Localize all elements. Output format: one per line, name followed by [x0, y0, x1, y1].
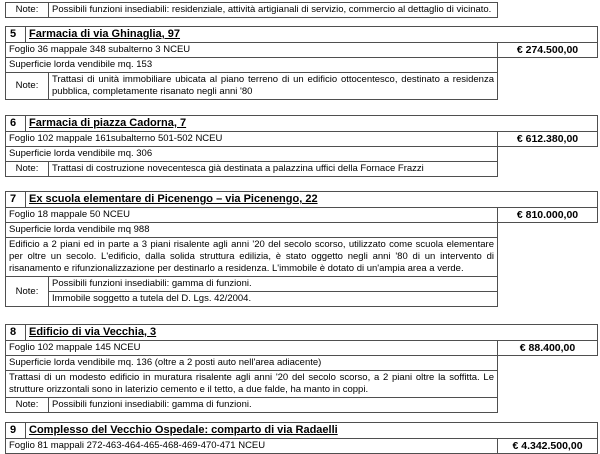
empty-cell: [498, 73, 598, 100]
property-section-6: [5, 115, 598, 177]
note-label: Note:: [6, 73, 49, 100]
section-title-text: Farmacia di via Ghinaglia, 97: [29, 28, 181, 40]
cadastral-row: [6, 43, 598, 58]
section-title-text: Edificio di via Vecchia, 3: [29, 326, 157, 338]
empty-cell: [498, 223, 598, 238]
section-number: 5: [6, 27, 26, 43]
section-header: [6, 325, 598, 341]
empty-cell: [498, 277, 598, 292]
description-row: [6, 371, 598, 398]
section-title: [26, 116, 598, 132]
surface-row: [6, 223, 598, 238]
note-text: Possibili funzioni insediabili: residenziale, attività artigianali di servizio, commercio al dettaglio di vicinato.: [49, 3, 498, 18]
section-title-text: Farmacia di piazza Cadorna, 7: [29, 117, 187, 129]
note-row: [6, 398, 598, 413]
description-row: [6, 238, 598, 277]
surface-text: Superficie lorda vendibile mq. 306: [6, 147, 498, 162]
price-value: € 612.380,00: [498, 132, 598, 147]
price-value: € 4.342.500,00: [498, 439, 598, 454]
section-title-text: Complesso del Vecchio Ospedale: comparto di via Radaelli: [29, 424, 338, 436]
note-row: [6, 277, 598, 292]
surface-row: [6, 58, 598, 73]
section-header: [6, 192, 598, 208]
section-title: [26, 27, 598, 43]
section-number: 6: [6, 116, 26, 132]
section-number: 9: [6, 423, 26, 439]
property-section-5: [5, 26, 598, 100]
price-value: € 274.500,00: [498, 43, 598, 58]
surface-row: [6, 356, 598, 371]
cadastral-text: Foglio 18 mappale 50 NCEU: [6, 208, 498, 223]
section-header: [6, 423, 598, 439]
cadastral-row: [6, 439, 598, 454]
cadastral-row: [6, 341, 598, 356]
section-title: [26, 192, 598, 208]
note-row: [6, 162, 598, 177]
empty-cell: [498, 371, 598, 398]
cadastral-text: Foglio 102 mappale 145 NCEU: [6, 341, 498, 356]
note-text: Trattasi di costruzione novecentesca già destinata a palazzina uffici della Fornace Frazzi: [49, 162, 498, 177]
note-text: Possibili funzioni insediabili: gamma di funzioni.: [49, 398, 498, 413]
note-row: [6, 3, 498, 18]
empty-cell: [498, 162, 598, 177]
empty-cell: [498, 292, 598, 307]
section-number: 7: [6, 192, 26, 208]
description-text: Trattasi di un modesto edificio in muratura risalente agli anni '20 del secolo scorso, a 2 piani oltre la soffitta. Le strutture orizzontali sono in laterizio cemento e il tetto, a due falde, ha manto in coppi.: [6, 371, 498, 398]
general-note-table: [5, 2, 498, 18]
price-value: € 88.400,00: [498, 341, 598, 356]
surface-text: Superficie lorda vendibile mq. 153: [6, 58, 498, 73]
note-label: Note:: [6, 162, 49, 177]
cadastral-text: Foglio 81 mappali 272-463-464-465-468-469-470-471 NCEU: [6, 439, 498, 454]
cadastral-row: [6, 208, 598, 223]
section-title: [26, 423, 598, 439]
surface-text: Superficie lorda vendibile mq. 136 (oltre a 2 posti auto nell'area adiacente): [6, 356, 498, 371]
surface-row: [6, 147, 598, 162]
section-title: [26, 325, 598, 341]
property-section-9: [5, 422, 598, 454]
note-row: [6, 73, 598, 100]
empty-cell: [498, 147, 598, 162]
cadastral-text: Foglio 102 mappale 161subalterno 501-502 NCEU: [6, 132, 498, 147]
empty-cell: [498, 238, 598, 277]
property-section-8: [5, 324, 598, 413]
section-title-text: Ex scuola elementare di Picenengo – via Picenengo, 22: [29, 193, 318, 205]
surface-text: Superficie lorda vendibile mq 988: [6, 223, 498, 238]
note-text: Trattasi di unità immobiliare ubicata al piano terreno di un edificio ottocentesco, destinato a residenza pubblica, completamente risanato negli anni '80: [49, 73, 498, 100]
section-number: 8: [6, 325, 26, 341]
empty-cell: [498, 398, 598, 413]
section-header: [6, 27, 598, 43]
note-label: Note:: [6, 3, 49, 18]
cadastral-row: [6, 132, 598, 147]
note-label: Note:: [6, 277, 49, 307]
empty-cell: [498, 356, 598, 371]
note-label: Note:: [6, 398, 49, 413]
property-section-7: [5, 191, 598, 307]
section-header: [6, 116, 598, 132]
empty-cell: [498, 58, 598, 73]
cadastral-text: Foglio 36 mappale 348 subalterno 3 NCEU: [6, 43, 498, 58]
note-text: Immobile soggetto a tutela del D. Lgs. 42/2004.: [49, 292, 498, 307]
note-text: Possibili funzioni insediabili: gamma di funzioni.: [49, 277, 498, 292]
description-text: Edificio a 2 piani ed in parte a 3 piani risalente agli anni '20 del secolo scorso, utilizzato come scuola elementare per oltre un secolo. L'edificio, dalla solida struttura edilizia, è stato oggetto negli anni '80 di un intervento di risanamento e rifunzionalizzazione per destinarlo a residenza. L'immobile è dotato di un'ampia area a verde.: [6, 238, 498, 277]
note-row: [6, 292, 598, 307]
price-value: € 810.000,00: [498, 208, 598, 223]
